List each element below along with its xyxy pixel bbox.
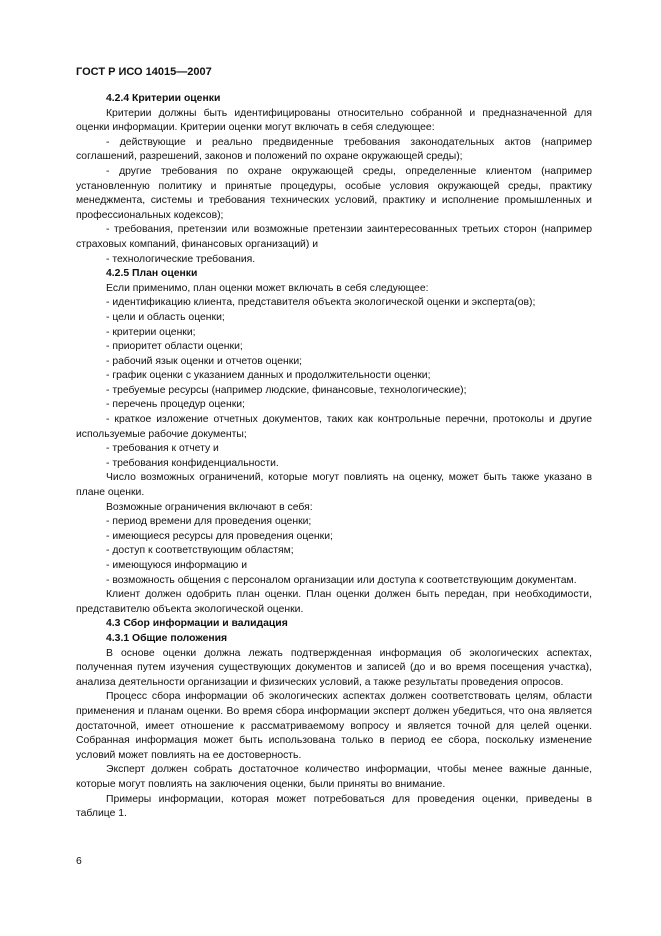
body-paragraph: Процесс сбора информации об экологических аспектах должен соответствовать целям, области применения и планам оценки. Во время сбора информации эксперт должен убедиться, что она является достаточной, имеет отношение к рассматриваемому вопросу и является точной для целей оценки. Собранная информация может быть использована только в период ее сбора, поскольку изменение условий может повлиять на ее достоверность. <box>76 691 592 761</box>
body-paragraph: Клиент должен одобрить план оценки. План оценки должен быть передан, при необходимости, представителю объекта экологической оценки. <box>76 589 592 615</box>
body-paragraph: - требования конфиденциальности. <box>106 457 279 469</box>
body-paragraph: Примеры информации, которая может потребоваться для проведения оценки, приведены в таблице 1. <box>76 793 592 820</box>
section-heading: 4.3.1 Общие положения <box>106 632 228 644</box>
body-paragraph: - другие требования по охране окружающей среды, определенные клиентом (например установленную политику и принятые процедуры, особые условия окружающей среды, практику менеджмента, системы и требования технических условий, практику и исполнение промышленных и профессиональных кодексов); <box>76 165 592 221</box>
body-paragraph: - имеющиеся ресурсы для проведения оценки; <box>106 530 333 542</box>
body-paragraph: - требуемые ресурсы (например людские, финансовые, технологические); <box>106 384 467 396</box>
body-paragraph: - график оценки с указанием данных и продолжительности оценки; <box>106 370 431 382</box>
body-paragraph: - период времени для проведения оценки; <box>106 516 312 528</box>
body-paragraph: В основе оценки должна лежать подтвержденная информация об экологических аспектах, полученная путем изучения существующих документов и записей (до и во время посещения участка), анализа деятельности организации и физических условий, а также результаты проведения опросов. <box>76 647 592 688</box>
body-paragraph: - доступ к соответствующим областям; <box>106 545 294 557</box>
body-paragraph: Эксперт должен собрать достаточное количество информации, чтобы менее важные данные, которые могут повлиять на заключения оценки, были приняты во внимание. <box>76 764 592 790</box>
document-header: ГОСТ Р ИСО 14015—2007 <box>76 66 212 78</box>
body-paragraph: Число возможных ограничений, которые могут повлиять на оценку, может быть также указано в плане оценки. <box>76 472 592 499</box>
body-paragraph: - технологические требования. <box>106 253 256 265</box>
body-paragraph: - действующие и реально предвиденные требования законодательных актов (например соглашений, разрешений, законов и положений по охране окружающей среды); <box>76 136 592 163</box>
body-paragraph: - рабочий язык оценки и отчетов оценки; <box>106 355 303 367</box>
body-paragraph: Критерии должны быть идентифицированы относительно собранной и предназначенной для оценки информации. Критерии оценки могут включать в себя следующее: <box>76 107 592 134</box>
body-paragraph: - имеющуюся информацию и <box>106 560 248 571</box>
body-paragraph: - цели и область оценки; <box>106 311 225 323</box>
body-paragraph: Если применимо, план оценки может включать в себя следующее: <box>106 282 429 294</box>
body-paragraph: Возможные ограничения включают в себя: <box>106 501 313 513</box>
body-paragraph: - приоритет области оценки; <box>106 341 243 353</box>
body-paragraph: - требования, претензии или возможные претензии заинтересованных третьих сторон (например страховых компаний, финансовых организаций) и <box>76 224 592 250</box>
section-heading: 4.2.5 План оценки <box>106 268 198 280</box>
body-paragraph: - критерии оценки; <box>106 326 196 338</box>
body-paragraph: - возможность общения с персоналом организации или доступа к соответствующим документам. <box>106 574 577 586</box>
body-paragraph: - идентификацию клиента, представителя объекта экологической оценки и эксперта(ов); <box>106 297 536 309</box>
section-heading: 4.2.4 Критерии оценки <box>106 93 221 104</box>
body-paragraph: - требования к отчету и <box>106 443 219 455</box>
document-body <box>76 92 592 822</box>
section-heading: 4.3 Сбор информации и валидация <box>106 618 288 630</box>
body-paragraph: - перечень процедур оценки; <box>106 399 245 411</box>
body-paragraph: - краткое изложение отчетных документов, таких как контрольные перечни, протоколы и другие используемые рабочие документы; <box>76 414 592 440</box>
page-number: 6 <box>76 856 82 867</box>
